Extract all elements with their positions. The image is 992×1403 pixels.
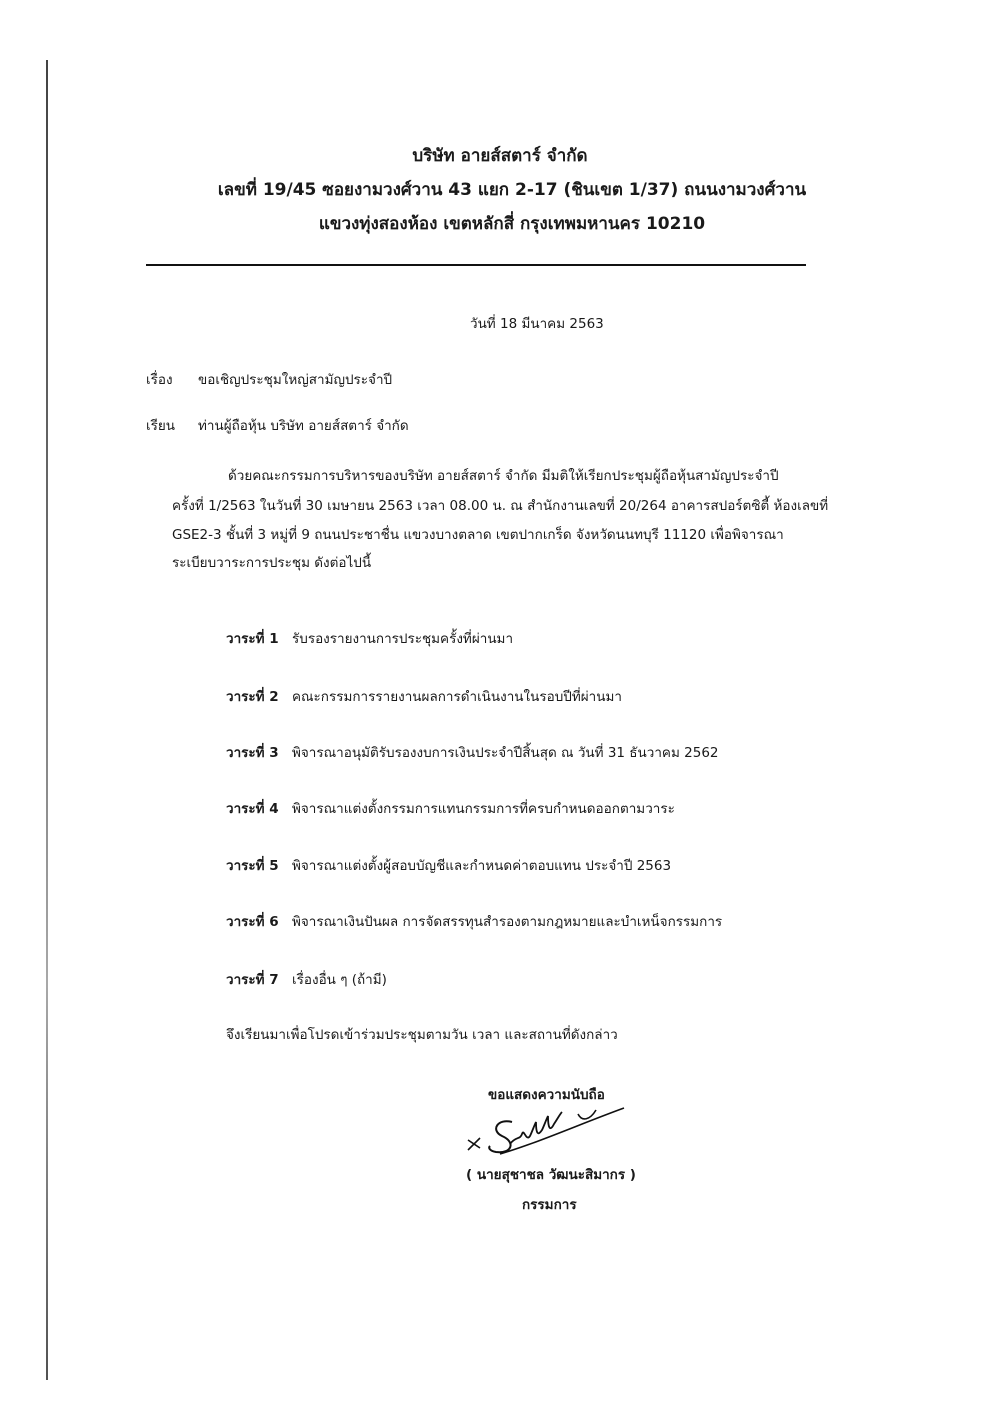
agenda-item — [226, 627, 513, 649]
letter-date: วันที่ 18 มีนาคม 2563 — [470, 316, 604, 332]
agenda-text: พิจารณาอนุมัติรับรองงบการเงินประจำปีสิ้นสุด ณ วันที่ 31 ธันวาคม 2562 — [292, 745, 719, 761]
agenda-number: วาระที่ 2 — [226, 689, 279, 705]
subject-text: ขอเชิญประชุมใหญ่สามัญประจำปี — [198, 372, 393, 388]
scan-edge-line — [46, 60, 48, 1380]
signatory-name: ( นายสุชาชล วัฒนะสิมากร ) — [466, 1167, 636, 1183]
signatory-title: กรรมการ — [522, 1197, 577, 1213]
agenda-text: พิจารณาเงินปันผล การจัดสรรทุนสำรองตามกฎหมายและบำเหน็จกรรมการ — [292, 914, 723, 930]
subject-label: เรื่อง — [146, 372, 173, 388]
agenda-number: วาระที่ 6 — [226, 914, 279, 930]
body-line-4: ระเบียบวาระการประชุม ดังต่อไปนี้ — [172, 555, 372, 571]
header-divider — [146, 264, 806, 266]
agenda-item — [226, 968, 387, 990]
body-line-2: ครั้งที่ 1/2563 ในวันที่ 30 เมษายน 2563 เวลา 08.00 น. ณ สำนักงานเลขที่ 20/264 อาคารสปอร์ตซิตี้ ห้องเลขที่ — [172, 498, 829, 514]
agenda-text: เรื่องอื่น ๆ (ถ้ามี) — [292, 972, 387, 988]
company-name: บริษัท อายส์สตาร์ จำกัด — [412, 146, 588, 166]
agenda-item — [226, 741, 719, 763]
body-line-3: GSE2-3 ชั้นที่ 3 หมู่ที่ 9 ถนนประชาชื่น แขวงบางตลาด เขตปากเกร็ด จังหวัดนนทบุรี 11120 เพื่อพิจารณา — [172, 527, 784, 543]
body-line-1: ด้วยคณะกรรมการบริหารของบริษัท อายส์สตาร์ จำกัด มีมติให้เรียกประชุมผู้ถือหุ้นสามัญประจำปี — [228, 468, 779, 484]
agenda-text: คณะกรรมการรายงานผลการดำเนินงานในรอบปีที่ผ่านมา — [292, 689, 622, 705]
agenda-number: วาระที่ 5 — [226, 858, 279, 874]
company-address-line2: แขวงทุ่งสองห้อง เขตหลักสี่ กรุงเทพมหานคร 10210 — [318, 214, 706, 234]
agenda-item — [226, 910, 722, 932]
recipient-text: ท่านผู้ถือหุ้น บริษัท อายส์สตาร์ จำกัด — [198, 418, 409, 434]
agenda-number: วาระที่ 3 — [226, 745, 279, 761]
handwritten-signature — [460, 1092, 630, 1162]
agenda-item — [226, 854, 671, 876]
agenda-number: วาระที่ 4 — [226, 801, 279, 817]
agenda-text: พิจารณาแต่งตั้งผู้สอบบัญชีและกำหนดค่าตอบแทน ประจำปี 2563 — [292, 858, 672, 874]
agenda-item — [226, 797, 675, 819]
agenda-text: พิจารณาแต่งตั้งกรรมการแทนกรรมการที่ครบกำหนดออกตามวาระ — [292, 801, 675, 817]
closing-sentence: จึงเรียนมาเพื่อโปรดเข้าร่วมประชุมตามวัน เวลา และสถานที่ดังกล่าว — [226, 1027, 618, 1043]
regards-text: ขอแสดงความนับถือ — [488, 1087, 605, 1103]
recipient-label: เรียน — [146, 418, 176, 434]
agenda-number: วาระที่ 7 — [226, 972, 279, 988]
agenda-text: รับรองรายงานการประชุมครั้งที่ผ่านมา — [292, 631, 514, 647]
agenda-item — [226, 685, 622, 707]
agenda-number: วาระที่ 1 — [226, 631, 279, 647]
company-address-line1: เลขที่ 19/45 ซอยงามวงศ์วาน 43 แยก 2-17 (ชินเขต 1/37) ถนนงามวงศ์วาน — [217, 180, 807, 200]
